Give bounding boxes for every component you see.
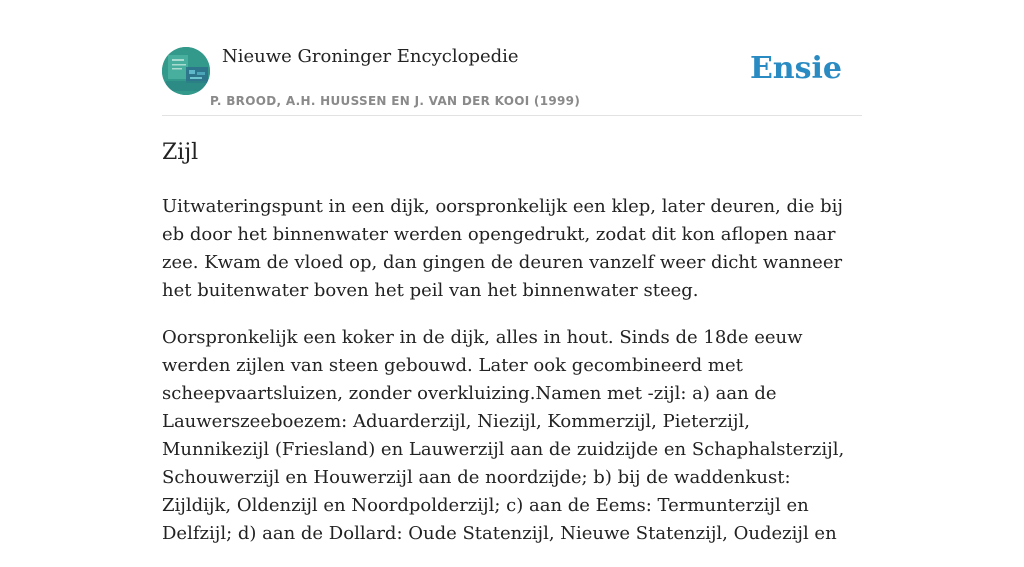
header (162, 0, 862, 116)
entry-title: Zijl (162, 140, 199, 165)
ensie-logo[interactable]: Ensie (749, 51, 842, 86)
book-authors: P. BROOD, A.H. HUUSSEN EN J. VAN DER KOOI (1999) (210, 94, 581, 108)
entry-paragraph: Oorspronkelijk een koker in de dijk, alles in hout. Sinds de 18de eeuw werden zijlen van steen gebouwd. Later ook gecombineerd met scheepvaartsluizen, zonder overkluizing.Namen met -zijl: a) aan de Lauwerszeeboezem: Aduarderzijl, Niezijl, Kommerzijl, Pieterzijl, Munnikezijl (Friesland) en Lauwerzijl aan de zuidzijde en Schaphalsterzijl, Schouwerzijl en Houwerzijl aan de noordzijde; b) bij de waddenkust: Zijldijk, Oldenzijl en Noordpolderzijl; c) aan de Eems: Termunterzijl en Delfzijl; d) aan de Dollard: Oude Statenzijl, Nieuwe Statenzijl, Oudezijl en (162, 327, 845, 544)
book-cover-icon[interactable] (162, 47, 210, 95)
entry-paragraph: Uitwateringspunt in een dijk, oorspronkelijk een klep, later deuren, die bij eb door het binnenwater werden opengedrukt, zodat dit kon aflopen naar zee. Kwam de vloed op, dan gingen de deuren vanzelf weer dicht wanneer het buitenwater boven het peil van het binnenwater steeg. (162, 196, 843, 301)
book-cover-art (162, 47, 210, 95)
page (162, 0, 862, 544)
book-title[interactable]: Nieuwe Groninger Encyclopedie (222, 46, 519, 67)
entry-body (162, 193, 862, 567)
